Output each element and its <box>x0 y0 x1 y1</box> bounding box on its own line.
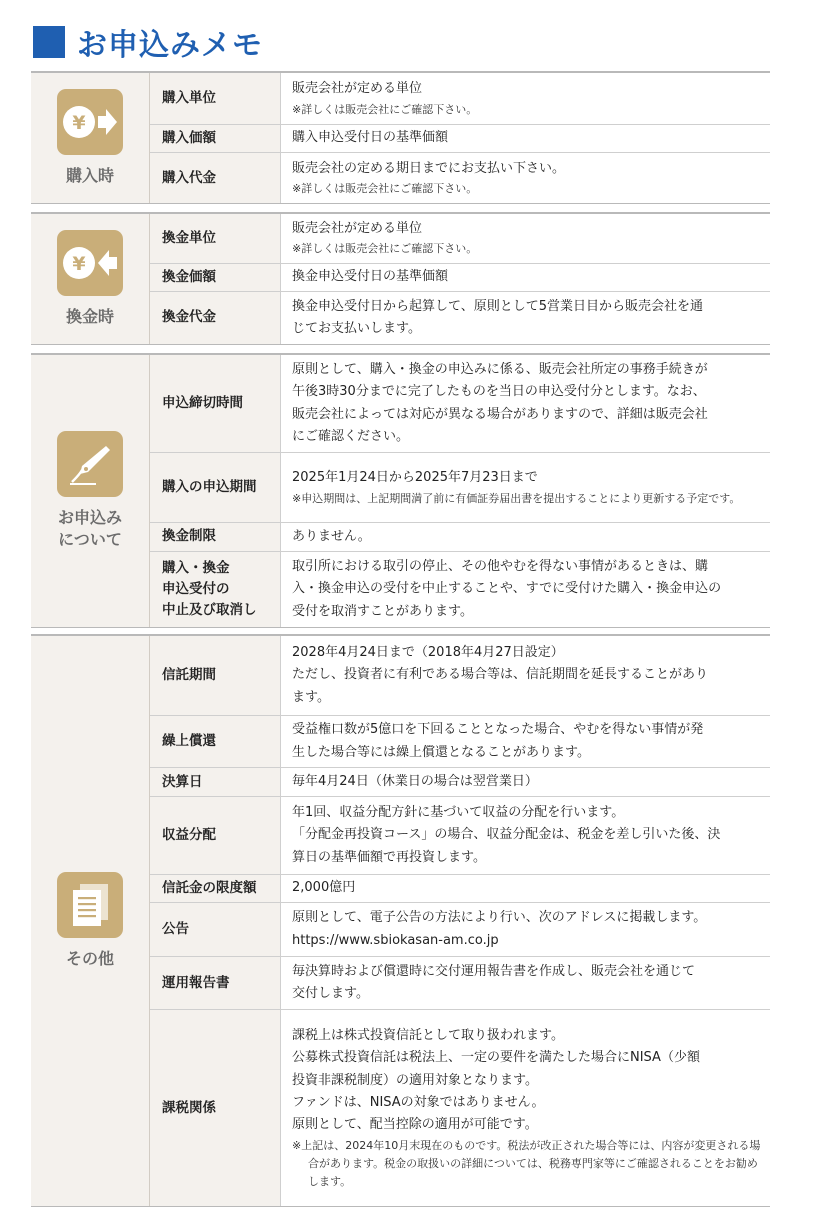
row-text: 販売会社が定める単位 <box>292 81 423 97</box>
row-body <box>281 1010 770 1206</box>
row-redemption-unit <box>150 214 770 263</box>
yen-arrow-left-icon <box>57 230 123 296</box>
row-other-max-amount <box>150 874 770 902</box>
row-text: 投資非課税制度）の適用対象となります。 <box>292 1072 538 1088</box>
row-text: 算日の基準価額で再投資します。 <box>292 849 486 865</box>
row-body <box>281 355 770 452</box>
row-head-line2: 申込受付の <box>162 581 230 597</box>
row-text: 換金申込受付日から起算して、原則として5営業日目から販売会社を通 <box>292 298 704 314</box>
row-head: 信託金の限度額 <box>150 875 281 902</box>
section-redemption <box>31 212 770 345</box>
row-body <box>281 453 770 522</box>
row-text: 2028年4月24日まで（2018年4月27日設定） <box>292 644 564 660</box>
section-application-label <box>58 507 122 550</box>
row-body <box>281 716 770 767</box>
row-text: 交付します。 <box>292 986 369 1001</box>
row-head: 換金価額 <box>150 264 281 291</box>
row-purchase-payment <box>150 152 770 203</box>
row-redemption-payment <box>150 291 770 345</box>
row-other-distribution <box>150 796 770 874</box>
section-redemption-label: 換金時 <box>65 307 114 327</box>
row-text: 換金申込受付日の基準価額 <box>292 268 449 284</box>
row-other-trust-period <box>150 636 770 715</box>
row-text: じてお支払いします。 <box>292 320 421 336</box>
pen-nib-icon <box>57 431 123 497</box>
svg-text:¥: ¥ <box>72 112 86 135</box>
section-purchase <box>31 71 770 204</box>
row-purchase-price <box>150 124 770 152</box>
row-note: ※上記は、2024年10月末現在のものです。税法が改正された場合等には、内容が変更される場合があります。税金の取扱いの詳細については、税務専門家等にご確認されることをお勧めします。 <box>292 1138 761 1188</box>
row-body <box>281 73 770 124</box>
row-text: 購入申込受付日の基準価額 <box>292 130 449 146</box>
row-application-deadline <box>150 355 770 452</box>
row-text: 毎決算時および償還時に交付運用報告書を作成し、販売会社を通じて <box>292 963 696 979</box>
section-other-label: その他 <box>65 949 114 969</box>
row-body <box>281 153 770 203</box>
row-head: 決算日 <box>150 768 281 796</box>
row-body <box>281 957 770 1009</box>
row-head-line3: 中止及び取消し <box>162 601 257 618</box>
row-text: 入・換金申込の受付を中止することや、すでに受付けた購入・換金申込の <box>292 581 722 597</box>
row-head: 信託期間 <box>150 636 281 715</box>
row-text: 公募株式投資信託は税法上、一定の要件を満たした場合にNISA（少額 <box>292 1050 700 1066</box>
section-other-side <box>31 636 150 1206</box>
row-text: 受付を取消すことがあります。 <box>292 603 473 619</box>
row-body <box>281 292 770 345</box>
row-body <box>281 264 770 291</box>
row-text: 原則として、配当控除の適用が可能です。 <box>292 1117 538 1133</box>
row-head: 換金制限 <box>150 523 281 551</box>
row-note: ※詳しくは販売会社にご確認下さい。 <box>292 182 478 196</box>
row-text: 販売会社によっては対応が異なる場合がありますので、詳細は販売会社 <box>292 406 708 422</box>
row-note: ※詳しくは販売会社にご確認下さい。 <box>292 102 478 116</box>
row-body <box>281 903 770 956</box>
row-body <box>281 636 770 715</box>
row-head: 公告 <box>150 903 281 956</box>
row-note: ※詳しくは販売会社にご確認下さい。 <box>292 242 478 256</box>
row-text: にご確認ください。 <box>292 428 410 444</box>
document-icon <box>57 872 123 938</box>
row-other-notice <box>150 902 770 956</box>
row-text: 受益権口数が5億口を下回ることとなった場合、やむを得ない事情が発 <box>292 722 704 738</box>
section-application-label-line1: お申込み <box>57 508 122 528</box>
row-text: ファンドは、NISAの対象ではありません。 <box>292 1094 545 1110</box>
row-application-limit <box>150 522 770 551</box>
row-head: 申込締切時間 <box>150 355 281 452</box>
row-text: 毎年4月24日（休業日の場合は翌営業日） <box>292 773 538 789</box>
yen-arrow-right-icon <box>57 89 123 155</box>
row-body <box>281 523 770 551</box>
row-head: 購入単位 <box>150 73 281 124</box>
row-application-period <box>150 452 770 522</box>
row-text: 「分配金再投資コース」の場合、収益分配金は、税金を差し引いた後、決 <box>292 827 721 843</box>
row-text: 午後3時30分までに完了したものを当日の申込受付分とします。なお、 <box>292 384 706 400</box>
page-header <box>33 22 263 62</box>
row-redemption-price <box>150 263 770 291</box>
row-other-early-redemption <box>150 715 770 767</box>
row-note: ※申込期間は、上記期間満了前に有価証券届出書を提出することにより更新する予定です。 <box>292 491 741 505</box>
row-head: 購入代金 <box>150 153 281 203</box>
svg-text:¥: ¥ <box>72 253 86 276</box>
row-body <box>281 125 770 152</box>
row-body <box>281 214 770 263</box>
row-head: 収益分配 <box>150 797 281 874</box>
section-application <box>31 353 770 628</box>
section-application-side <box>31 355 150 627</box>
section-application-label-line2: について <box>58 530 122 549</box>
section-purchase-label: 購入時 <box>65 166 114 186</box>
row-text: 販売会社の定める期日までにお支払い下さい。 <box>292 160 566 176</box>
row-body <box>281 797 770 874</box>
row-body <box>281 552 770 627</box>
row-text: 原則として、電子公告の方法により行い、次のアドレスに掲載します。 <box>292 910 707 926</box>
row-head: 換金単位 <box>150 214 281 263</box>
page-title: お申込みメモ <box>77 28 263 63</box>
row-text: 生した場合等には繰上償還となることがあります。 <box>292 744 590 760</box>
row-text: 課税上は株式投資信託として取り扱われます。 <box>292 1027 564 1043</box>
row-text: ありません。 <box>292 528 371 544</box>
row-text: 年1回、収益分配方針に基づいて収益の分配を行います。 <box>292 804 625 820</box>
row-other-report <box>150 956 770 1009</box>
row-text: 販売会社が定める単位 <box>292 221 423 236</box>
row-purchase-unit <box>150 73 770 124</box>
row-head: 購入の申込期間 <box>150 453 281 522</box>
row-other-tax <box>150 1009 770 1206</box>
row-head: 運用報告書 <box>150 957 281 1009</box>
row-text: ます。 <box>292 689 330 705</box>
row-body <box>281 875 770 902</box>
row-application-suspension <box>150 551 770 627</box>
row-head-line1: 購入・換金 <box>162 560 230 577</box>
row-head: 課税関係 <box>150 1010 281 1206</box>
row-body <box>281 768 770 796</box>
row-text: 原則として、購入・換金の申込みに係る、販売会社所定の事務手続きが <box>292 361 708 377</box>
row-text: ただし、投資者に有利である場合等は、信託期間を延長することがあり <box>292 667 709 683</box>
section-other <box>31 634 770 1207</box>
section-redemption-side <box>31 214 150 344</box>
row-other-settlement <box>150 767 770 796</box>
row-head: 繰上償還 <box>150 716 281 767</box>
title-marker <box>33 26 65 58</box>
row-head: 換金代金 <box>150 292 281 345</box>
row-text: 2025年1月24日から2025年7月23日まで <box>292 470 538 486</box>
row-text: 取引所における取引の停止、その他やむを得ない事情があるときは、購 <box>292 558 709 574</box>
row-head: 購入価額 <box>150 125 281 152</box>
notice-url: https://www.sbiokasan-am.co.jp <box>292 932 499 948</box>
section-purchase-side <box>31 73 150 203</box>
row-head <box>150 552 281 627</box>
row-text: 2,000億円 <box>292 880 356 896</box>
